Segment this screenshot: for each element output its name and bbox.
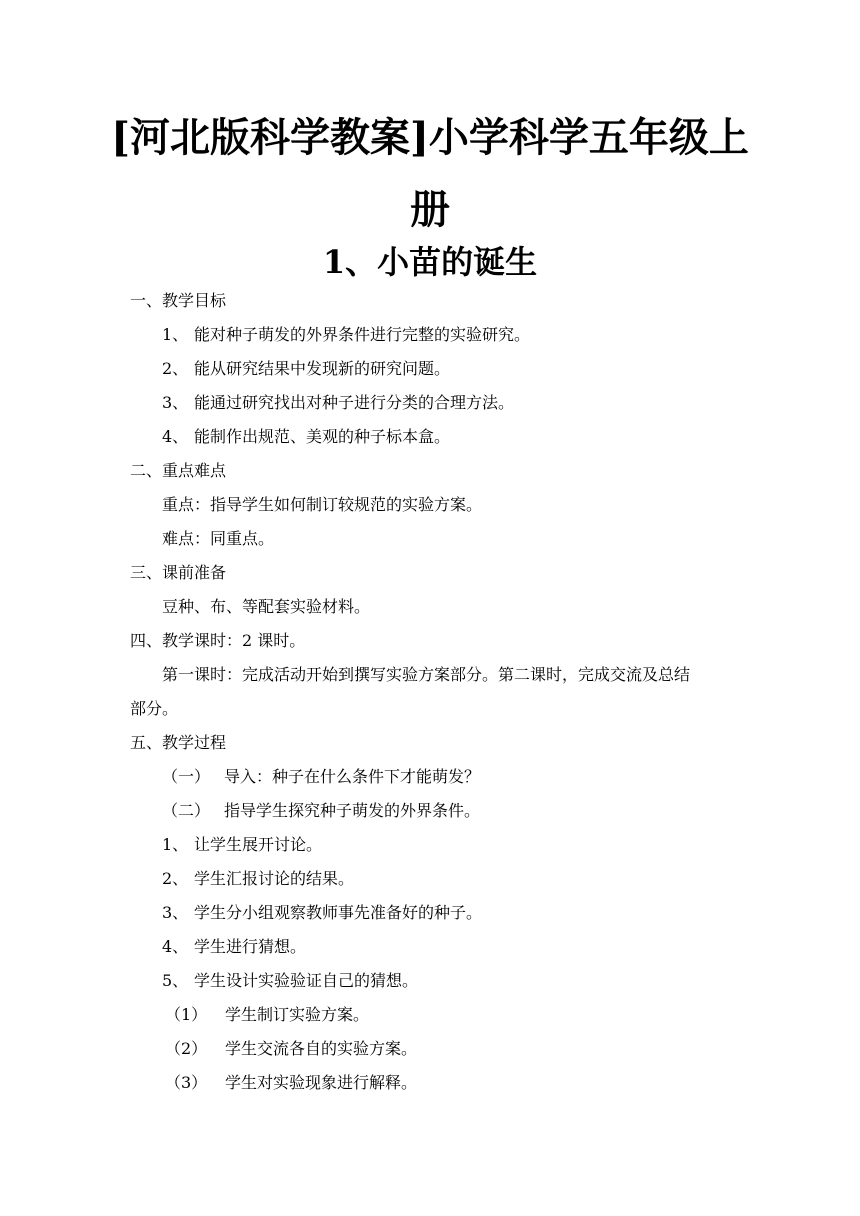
list-text: 能对种子萌发的外界条件进行完整的实验研究。 (194, 325, 531, 344)
section-heading-key-points: 二、重点难点 (130, 461, 227, 480)
list-text: 学生汇报讨论的结果。 (194, 869, 355, 888)
list-item (162, 939, 306, 955)
list-number: 5、 (162, 971, 189, 990)
sub-number: （一） (162, 767, 211, 786)
periods-paragraph-line: 部分。 (130, 699, 179, 718)
paren-item (165, 1041, 417, 1057)
paren-number: （3） (165, 1073, 208, 1092)
periods-paragraph-line: 第一课时：完成活动开始到撰写实验方案部分。第二课时，完成交流及总结 (162, 665, 691, 684)
paren-item (165, 1075, 417, 1091)
list-text: 让学生展开讨论。 (194, 835, 323, 854)
list-number: 2、 (162, 869, 189, 888)
section-heading-periods: 四、教学课时：2 课时。 (130, 631, 306, 650)
list-item (162, 837, 322, 853)
list-text: 能通过研究找出对种子进行分类的合理方法。 (194, 393, 515, 412)
sub-text: 指导学生探究种子萌发的外界条件。 (224, 801, 481, 820)
list-number: 3、 (162, 903, 189, 922)
list-text: 学生分小组观察教师事先准备好的种子。 (194, 903, 483, 922)
sub-item (162, 803, 480, 819)
section-heading-objectives: 一、教学目标 (130, 291, 227, 310)
paren-text: 学生交流各自的实验方案。 (225, 1039, 418, 1058)
list-item (162, 429, 450, 445)
key-point-text: 重点：指导学生如何制订较规范的实验方案。 (162, 495, 483, 514)
document-title: [河北版科学教案]小学科学五年级上 (111, 114, 749, 161)
list-text: 能从研究结果中发现新的研究问题。 (194, 359, 451, 378)
list-item (162, 871, 354, 887)
section-heading-process: 五、教学过程 (130, 733, 227, 752)
paren-text: 学生对实验现象进行解释。 (225, 1073, 418, 1092)
sub-text: 导入：种子在什么条件下才能萌发？ (224, 767, 481, 786)
list-number: 4、 (162, 937, 189, 956)
list-number: 2、 (162, 359, 189, 378)
list-text: 能制作出规范、美观的种子标本盒。 (194, 427, 451, 446)
lesson-title: 1、小苗的诞生 (322, 243, 538, 281)
list-text: 学生进行猜想。 (194, 937, 307, 956)
paren-number: （2） (165, 1039, 208, 1058)
list-item (162, 395, 514, 411)
list-number: 4、 (162, 427, 189, 446)
sub-number: （二） (162, 801, 211, 820)
list-item (162, 973, 418, 989)
list-text: 学生设计实验验证自己的猜想。 (194, 971, 419, 990)
list-number: 1、 (162, 325, 189, 344)
paren-item (165, 1007, 369, 1023)
paren-number: （1） (165, 1005, 208, 1024)
document-title-continued: 册 (410, 186, 450, 233)
list-number: 1、 (162, 835, 189, 854)
preparation-text: 豆种、布、等配套实验材料。 (162, 597, 371, 616)
sub-item (162, 769, 480, 785)
list-item (162, 361, 450, 377)
paren-text: 学生制订实验方案。 (225, 1005, 370, 1024)
list-item (162, 327, 530, 343)
section-heading-preparation: 三、课前准备 (130, 563, 227, 582)
list-item (162, 905, 482, 921)
list-number: 3、 (162, 393, 189, 412)
difficulty-text: 难点：同重点。 (162, 529, 275, 548)
